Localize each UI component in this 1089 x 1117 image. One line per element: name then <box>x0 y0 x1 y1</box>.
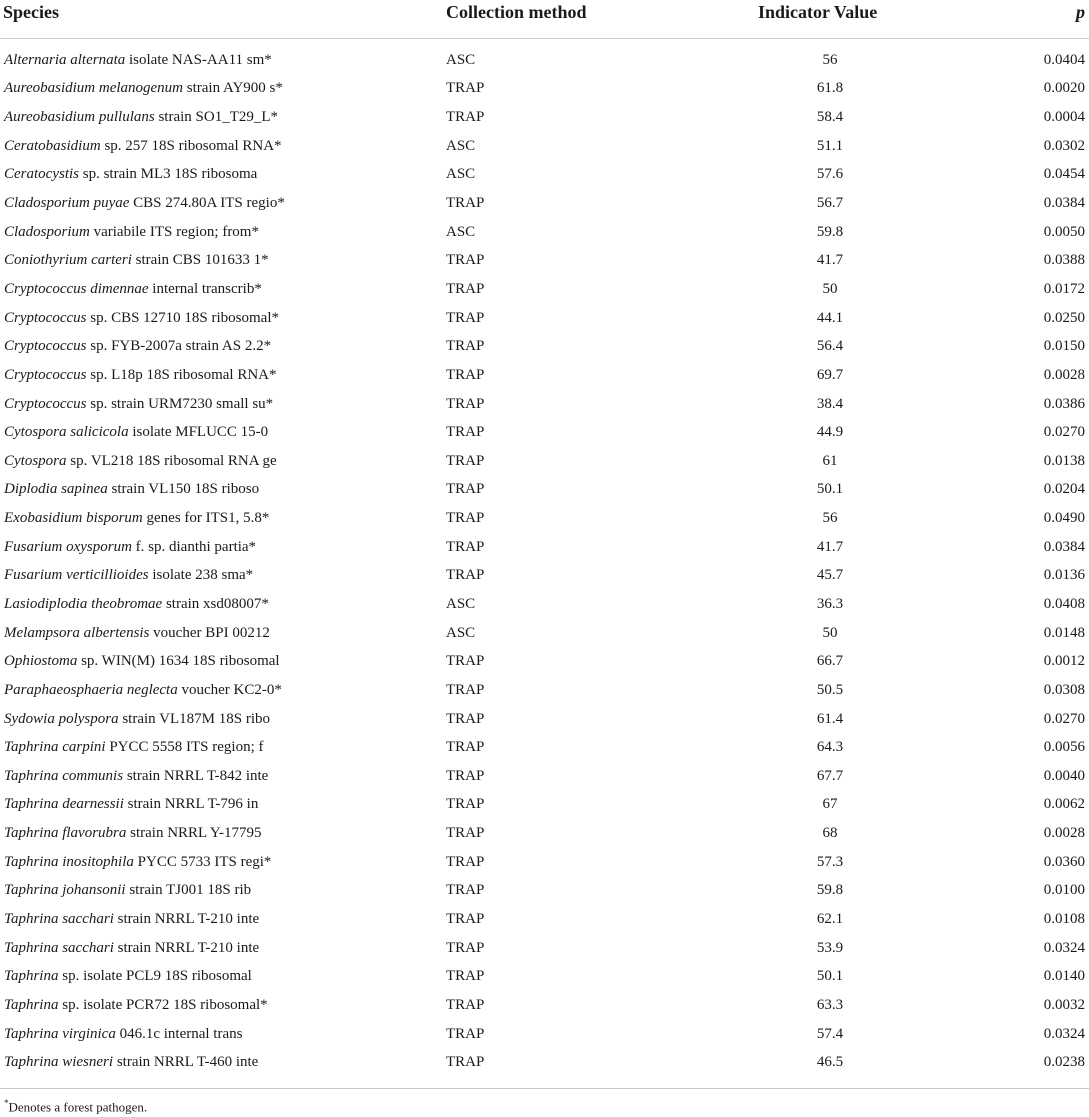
collection-method-cell: ASC <box>446 595 476 612</box>
species-cell <box>0 161 444 190</box>
collection-method-cell: TRAP <box>446 338 485 355</box>
p-value-cell: 0.0408 <box>1043 595 1085 612</box>
p-value-cell: 0.0056 <box>1043 739 1085 756</box>
species-genus: Taphrina carpini <box>4 739 106 756</box>
p-value-cell: 0.0062 <box>1043 796 1085 813</box>
species-detail: sp. 257 18S ribosomal RNA* <box>104 137 282 154</box>
collection-method-cell: ASC <box>446 223 476 240</box>
header-row <box>0 0 1089 39</box>
header-collection-method: Collection method <box>444 0 694 39</box>
species-detail: strain VL187M 18S ribo <box>122 710 270 727</box>
table-row <box>0 476 1089 505</box>
species-cell <box>0 791 444 820</box>
species-cell <box>0 762 444 791</box>
species-genus: Taphrina sacchari <box>4 911 114 928</box>
indicator-value-cell <box>694 75 956 104</box>
table-row <box>0 304 1089 333</box>
p-value-cell: 0.0270 <box>1043 424 1085 441</box>
indicator-value: 56.4 <box>816 338 844 355</box>
p-value-cell: 0.0004 <box>1043 109 1085 126</box>
indicator-value-cell <box>694 619 956 648</box>
species-genus: Cryptococcus <box>4 395 87 412</box>
species-detail: sp. L18p 18S ribosomal RNA* <box>90 366 277 383</box>
p-value-cell: 0.0050 <box>1043 223 1085 240</box>
indicator-value-cell <box>694 304 956 333</box>
table-row <box>0 1020 1089 1049</box>
table-row <box>0 246 1089 275</box>
species-genus: Fusarium oxysporum <box>4 538 132 555</box>
indicator-value-cell <box>694 504 956 533</box>
table-row <box>0 504 1089 533</box>
indicator-value-cell <box>694 562 956 591</box>
species-cell <box>0 676 444 705</box>
indicator-value-cell <box>694 590 956 619</box>
p-value-cell: 0.0454 <box>1043 166 1085 183</box>
indicator-value: 66.7 <box>816 653 844 670</box>
species-cell <box>0 504 444 533</box>
indicator-value: 57.3 <box>816 853 844 870</box>
species-detail: strain AY900 s* <box>186 80 283 97</box>
table-row <box>0 905 1089 934</box>
collection-method-cell: TRAP <box>446 452 485 469</box>
species-detail: sp. WIN(M) 1634 18S ribosomal <box>81 653 280 670</box>
indicator-value: 57.4 <box>816 1025 844 1042</box>
table-row <box>0 676 1089 705</box>
collection-method-cell: TRAP <box>446 280 485 297</box>
table-row <box>0 275 1089 304</box>
species-cell <box>0 304 444 333</box>
indicator-value-cell <box>694 275 956 304</box>
table-row <box>0 705 1089 734</box>
indicator-value: 50.1 <box>816 968 844 985</box>
species-detail: variabile ITS region; from* <box>93 223 259 240</box>
species-genus: Coniothyrium carteri <box>4 252 132 269</box>
species-detail: isolate MFLUCC 15-0 <box>132 424 269 441</box>
species-detail: isolate 238 sma* <box>152 567 254 584</box>
collection-method-cell: TRAP <box>446 739 485 756</box>
collection-method-cell: TRAP <box>446 796 485 813</box>
species-genus: Taphrina inositophila <box>4 853 134 870</box>
indicator-value: 50 <box>822 280 838 297</box>
collection-method-cell: TRAP <box>446 825 485 842</box>
p-value-cell: 0.0384 <box>1043 195 1085 212</box>
species-detail: sp. FYB-2007a strain AS 2.2* <box>90 338 272 355</box>
table-row <box>0 562 1089 591</box>
species-genus: Taphrina johansonii <box>4 882 126 899</box>
indicator-value: 50.1 <box>816 481 844 498</box>
species-genus: Cryptococcus <box>4 309 87 326</box>
species-genus: Sydowia polyspora <box>4 710 119 727</box>
species-cell <box>0 1020 444 1049</box>
p-value-cell: 0.0150 <box>1043 338 1085 355</box>
indicator-value-cell <box>694 332 956 361</box>
p-value-cell: 0.0386 <box>1043 395 1085 412</box>
species-cell <box>0 476 444 505</box>
p-value-cell: 0.0250 <box>1043 309 1085 326</box>
species-detail: strain xsd08007* <box>165 595 269 612</box>
indicator-value: 68 <box>822 825 838 842</box>
indicator-value-cell <box>694 791 956 820</box>
indicator-value: 38.4 <box>816 395 844 412</box>
indicator-value-cell <box>694 533 956 562</box>
p-value-cell: 0.0324 <box>1043 939 1085 956</box>
species-detail: strain NRRL T-210 inte <box>117 911 260 928</box>
p-value-cell: 0.0324 <box>1043 1025 1085 1042</box>
indicator-value: 41.7 <box>816 252 844 269</box>
indicator-value-cell <box>694 819 956 848</box>
species-cell <box>0 75 444 104</box>
collection-method-cell: ASC <box>446 137 476 154</box>
species-cell <box>0 963 444 992</box>
collection-method-cell: TRAP <box>446 366 485 383</box>
indicator-value: 63.3 <box>816 996 844 1013</box>
collection-method-cell: TRAP <box>446 109 485 126</box>
table-row <box>0 218 1089 247</box>
collection-method-cell: ASC <box>446 51 476 68</box>
p-value-cell: 0.0204 <box>1043 481 1085 498</box>
collection-method-cell: TRAP <box>446 538 485 555</box>
species-detail: strain NRRL Y-17795 <box>130 825 262 842</box>
species-genus: Taphrina communis <box>4 767 124 784</box>
indicator-value-cell <box>694 963 956 992</box>
collection-method-cell: TRAP <box>446 853 485 870</box>
indicator-value: 46.5 <box>816 1054 844 1071</box>
p-value-cell: 0.0138 <box>1043 452 1085 469</box>
collection-method-cell: TRAP <box>446 309 485 326</box>
indicator-value-cell <box>694 390 956 419</box>
indicator-value: 59.8 <box>816 882 844 899</box>
table-row <box>0 647 1089 676</box>
species-genus: Cladosporium <box>4 223 90 240</box>
p-value-cell: 0.0140 <box>1043 968 1085 985</box>
species-detail: voucher BPI 00212 <box>153 624 270 641</box>
species-genus: Taphrina sacchari <box>4 939 114 956</box>
collection-method-cell: TRAP <box>446 567 485 584</box>
indicator-value-cell <box>694 161 956 190</box>
species-detail: strain SO1_T29_L* <box>158 109 279 126</box>
collection-method-cell: TRAP <box>446 1025 485 1042</box>
table-row <box>0 934 1089 963</box>
p-value-cell: 0.0302 <box>1043 137 1085 154</box>
header-indicator-value: Indicator Value <box>694 0 956 39</box>
table-row <box>0 361 1089 390</box>
p-value-cell: 0.0100 <box>1043 882 1085 899</box>
indicator-value: 44.1 <box>816 309 844 326</box>
species-detail: sp. isolate PCL9 18S ribosomal <box>62 968 252 985</box>
p-value-cell: 0.0172 <box>1043 280 1085 297</box>
indicator-value: 50.5 <box>816 681 844 698</box>
p-value-cell: 0.0020 <box>1043 80 1085 97</box>
indicator-value-cell <box>694 676 956 705</box>
species-detail: voucher KC2-0* <box>181 681 282 698</box>
indicator-value-cell <box>694 647 956 676</box>
indicator-value: 51.1 <box>816 137 844 154</box>
species-cell <box>0 991 444 1020</box>
p-value-cell: 0.0028 <box>1043 366 1085 383</box>
collection-method-cell: TRAP <box>446 395 485 412</box>
species-cell <box>0 390 444 419</box>
indicator-value: 58.4 <box>816 109 844 126</box>
species-detail: PYCC 5558 ITS region; f <box>109 739 264 756</box>
indicator-value-cell <box>694 877 956 906</box>
table-row <box>0 963 1089 992</box>
indicator-value: 67.7 <box>816 767 844 784</box>
species-genus: Ceratocystis <box>4 166 79 183</box>
collection-method-cell: TRAP <box>446 767 485 784</box>
p-value-cell: 0.0238 <box>1043 1054 1085 1071</box>
collection-method-cell: TRAP <box>446 710 485 727</box>
table-row <box>0 103 1089 132</box>
collection-method-cell: TRAP <box>446 510 485 527</box>
species-detail: strain NRRL T-842 inte <box>126 767 269 784</box>
table-row <box>0 1048 1089 1083</box>
p-value-cell: 0.0388 <box>1043 252 1085 269</box>
species-genus: Taphrina wiesneri <box>4 1054 114 1071</box>
table-row <box>0 991 1089 1020</box>
indicator-value-cell <box>694 991 956 1020</box>
table-row <box>0 132 1089 161</box>
collection-method-cell: ASC <box>446 166 476 183</box>
table-row <box>0 161 1089 190</box>
table-row <box>0 877 1089 906</box>
table-row <box>0 733 1089 762</box>
indicator-value-cell <box>694 103 956 132</box>
indicator-value-cell <box>694 361 956 390</box>
table-row <box>0 590 1089 619</box>
table-row <box>0 819 1089 848</box>
species-cell <box>0 590 444 619</box>
indicator-value-cell <box>694 476 956 505</box>
indicator-value-cell <box>694 39 956 75</box>
collection-method-cell: TRAP <box>446 681 485 698</box>
species-genus: Cryptococcus <box>4 338 87 355</box>
species-detail: 046.1c internal trans <box>119 1025 243 1042</box>
species-genus: Aureobasidium pullulans <box>4 109 155 126</box>
indicator-value-cell <box>694 762 956 791</box>
indicator-value-cell <box>694 705 956 734</box>
indicator-value-cell <box>694 905 956 934</box>
p-value-cell: 0.0404 <box>1043 51 1085 68</box>
species-genus: Taphrina <box>4 968 59 985</box>
species-cell <box>0 332 444 361</box>
species-cell <box>0 39 444 75</box>
p-value-cell: 0.0040 <box>1043 767 1085 784</box>
table-row <box>0 390 1089 419</box>
species-genus: Aureobasidium melanogenum <box>4 80 184 97</box>
species-genus: Cytospora salicicola <box>4 424 129 441</box>
species-detail: isolate NAS-AA11 sm* <box>129 51 272 68</box>
table-row <box>0 791 1089 820</box>
collection-method-cell: TRAP <box>446 939 485 956</box>
species-cell <box>0 819 444 848</box>
table-body <box>0 39 1089 1084</box>
species-cell <box>0 562 444 591</box>
species-detail: strain NRRL T-460 inte <box>116 1054 259 1071</box>
p-value-cell: 0.0012 <box>1043 653 1085 670</box>
species-genus: Diplodia sapinea <box>4 481 108 498</box>
species-cell <box>0 103 444 132</box>
species-cell <box>0 877 444 906</box>
indicator-value: 57.6 <box>816 166 844 183</box>
indicator-value: 61.8 <box>816 80 844 97</box>
table-row <box>0 619 1089 648</box>
collection-method-cell: TRAP <box>446 911 485 928</box>
table-header <box>0 0 1089 39</box>
table-bottom-rule <box>0 1088 1089 1089</box>
species-genus: Taphrina flavorubra <box>4 825 127 842</box>
species-genus: Fusarium verticillioides <box>4 567 149 584</box>
collection-method-cell: TRAP <box>446 481 485 498</box>
species-cell <box>0 361 444 390</box>
header-p-value: p <box>956 0 1089 39</box>
table-row <box>0 189 1089 218</box>
species-cell <box>0 218 444 247</box>
table-row <box>0 447 1089 476</box>
indicator-value: 53.9 <box>816 939 844 956</box>
species-genus: Cryptococcus dimennae <box>4 280 149 297</box>
p-value-cell: 0.0148 <box>1043 624 1085 641</box>
table-row <box>0 533 1089 562</box>
p-value-cell: 0.0136 <box>1043 567 1085 584</box>
species-genus: Cytospora <box>4 452 67 469</box>
species-detail: f. sp. dianthi partia* <box>135 538 257 555</box>
species-detail: strain NRRL T-210 inte <box>117 939 260 956</box>
species-detail: genes for ITS1, 5.8* <box>146 510 270 527</box>
species-genus: Taphrina <box>4 996 59 1013</box>
species-cell <box>0 246 444 275</box>
species-detail: strain CBS 101633 1* <box>135 252 269 269</box>
species-cell <box>0 848 444 877</box>
indicator-value: 45.7 <box>816 567 844 584</box>
collection-method-cell: TRAP <box>446 80 485 97</box>
indicator-value-cell <box>694 218 956 247</box>
table-row <box>0 848 1089 877</box>
species-detail: sp. strain URM7230 small su* <box>90 395 274 412</box>
indicator-value-cell <box>694 1020 956 1049</box>
indicator-value: 61 <box>822 452 838 469</box>
table-row <box>0 75 1089 104</box>
indicator-value-cell <box>694 848 956 877</box>
species-cell <box>0 533 444 562</box>
collection-method-cell: TRAP <box>446 653 485 670</box>
collection-method-cell: TRAP <box>446 996 485 1013</box>
indicator-value: 56 <box>822 51 838 68</box>
species-genus: Taphrina dearnessii <box>4 796 124 813</box>
species-cell <box>0 733 444 762</box>
table-row <box>0 39 1089 75</box>
species-detail: sp. isolate PCR72 18S ribosomal* <box>62 996 268 1013</box>
collection-method-cell: TRAP <box>446 195 485 212</box>
indicator-value: 56 <box>822 510 838 527</box>
species-cell <box>0 418 444 447</box>
p-value-cell: 0.0270 <box>1043 710 1085 727</box>
species-genus: Cryptococcus <box>4 366 87 383</box>
p-value-cell: 0.0360 <box>1043 853 1085 870</box>
species-cell <box>0 619 444 648</box>
footnote <box>4 1098 147 1115</box>
indicator-value-cell <box>694 418 956 447</box>
p-value-cell: 0.0308 <box>1043 681 1085 698</box>
indicator-value: 69.7 <box>816 366 844 383</box>
species-detail: sp. CBS 12710 18S ribosomal* <box>90 309 280 326</box>
collection-method-cell: TRAP <box>446 882 485 899</box>
species-detail: PYCC 5733 ITS regi* <box>137 853 272 870</box>
species-genus: Lasiodiplodia theobromae <box>4 595 163 612</box>
indicator-value-cell <box>694 246 956 275</box>
species-cell <box>0 132 444 161</box>
indicator-value: 44.9 <box>816 424 844 441</box>
species-cell <box>0 189 444 218</box>
species-cell <box>0 934 444 963</box>
species-cell <box>0 647 444 676</box>
indicator-value-cell <box>694 1048 956 1083</box>
table-row <box>0 332 1089 361</box>
collection-method-cell: TRAP <box>446 1054 485 1071</box>
species-cell <box>0 905 444 934</box>
species-detail: strain VL150 18S riboso <box>111 481 260 498</box>
footnote-text: Denotes a forest pathogen. <box>8 1099 148 1115</box>
collection-method-cell: TRAP <box>446 968 485 985</box>
p-value-cell: 0.0490 <box>1043 510 1085 527</box>
species-genus: Exobasidium bisporum <box>4 510 143 527</box>
p-value-cell: 0.0108 <box>1043 911 1085 928</box>
header-species: Species <box>0 0 444 39</box>
species-genus: Alternaria alternata <box>4 51 126 68</box>
indicator-value: 56.7 <box>816 195 844 212</box>
indicator-value: 67 <box>822 796 838 813</box>
indicator-value-cell <box>694 189 956 218</box>
indicator-value-cell <box>694 447 956 476</box>
collection-method-cell: ASC <box>446 624 476 641</box>
collection-method-cell: TRAP <box>446 424 485 441</box>
collection-method-cell: TRAP <box>446 252 485 269</box>
p-value-cell: 0.0032 <box>1043 996 1085 1013</box>
species-cell <box>0 275 444 304</box>
species-cell <box>0 447 444 476</box>
indicator-value: 36.3 <box>816 595 844 612</box>
species-detail: sp. strain ML3 18S ribosoma <box>82 166 258 183</box>
species-detail: sp. VL218 18S ribosomal RNA ge <box>70 452 277 469</box>
species-genus: Paraphaeosphaeria neglecta <box>4 681 178 698</box>
indicator-value: 64.3 <box>816 739 844 756</box>
species-detail: internal transcrib* <box>152 280 262 297</box>
species-genus: Ceratobasidium <box>4 137 101 154</box>
indicator-value: 50 <box>822 624 838 641</box>
species-genus: Taphrina virginica <box>4 1025 116 1042</box>
species-genus: Cladosporium puyae <box>4 195 130 212</box>
indicator-value-cell <box>694 132 956 161</box>
species-genus: Ophiostoma <box>4 653 78 670</box>
p-value-cell: 0.0028 <box>1043 825 1085 842</box>
indicator-value-cell <box>694 733 956 762</box>
species-detail: strain NRRL T-796 in <box>127 796 259 813</box>
table-row <box>0 762 1089 791</box>
indicator-value: 41.7 <box>816 538 844 555</box>
p-value-cell: 0.0384 <box>1043 538 1085 555</box>
indicator-value-cell <box>694 934 956 963</box>
indicator-value: 61.4 <box>816 710 844 727</box>
species-detail: CBS 274.80A ITS regio* <box>133 195 285 212</box>
species-cell <box>0 1048 444 1083</box>
indicator-value: 59.8 <box>816 223 844 240</box>
table-row <box>0 418 1089 447</box>
species-detail: strain TJ001 18S rib <box>129 882 252 899</box>
footnote-mark: * <box>4 1098 9 1108</box>
species-genus: Melampsora albertensis <box>4 624 150 641</box>
species-cell <box>0 705 444 734</box>
indicator-value: 62.1 <box>816 911 844 928</box>
